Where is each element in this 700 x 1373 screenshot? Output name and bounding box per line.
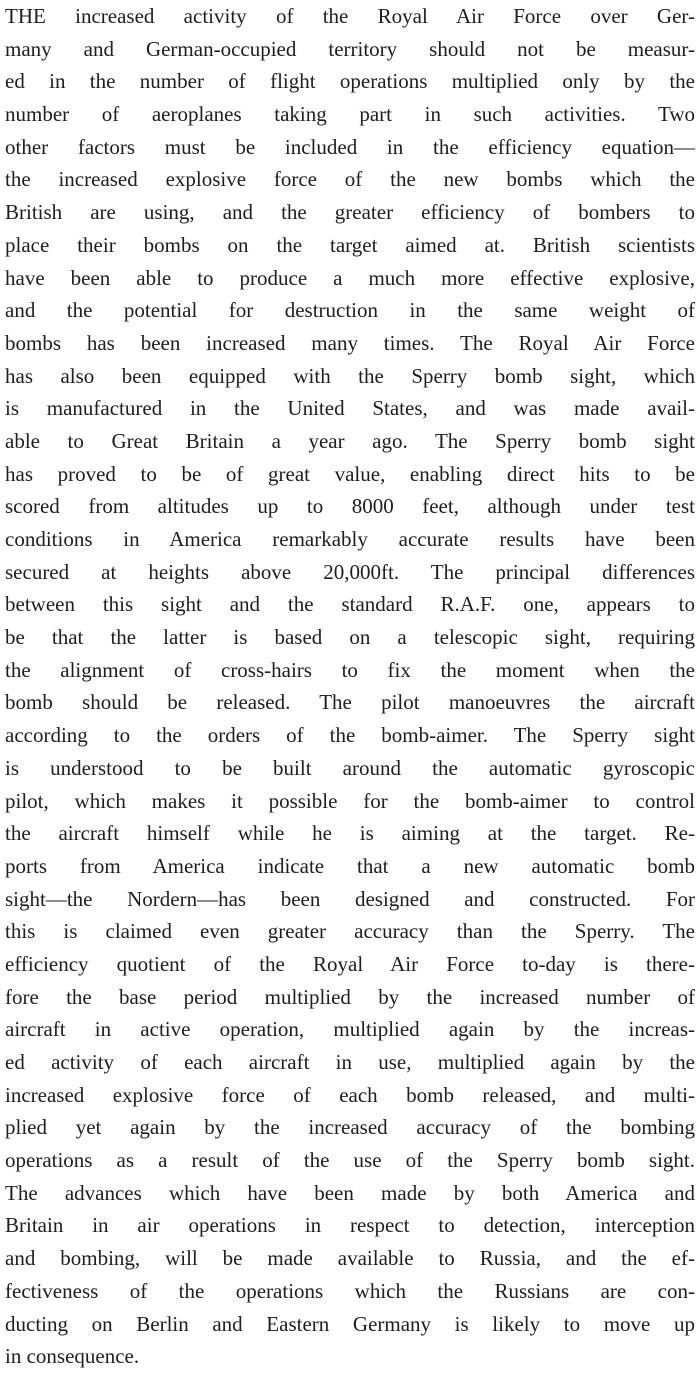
text-line-16: scored from altitudes up to 8000 feet, although under test [5, 494, 695, 519]
text-line-32: aircraft in active operation, multiplied again by the increas- [5, 1017, 695, 1042]
text-line-4: number of aeroplanes taking part in such activities. Two [5, 102, 695, 127]
text-line-8: place their bombs on the target aimed at. British scientists [5, 232, 695, 257]
text-line-37: The advances which have been made by both America and [5, 1180, 695, 1205]
text-line-40: fectiveness of the operations which the Russians are con- [5, 1278, 695, 1303]
text-line-15: has proved to be of great value, enabling direct hits to be [5, 461, 695, 486]
text-line-21: the alignment of cross-hairs to fix the moment when the [5, 657, 695, 682]
text-line-26: the aircraft himself while he is aiming at the target. Re- [5, 821, 695, 846]
text-line-10: and the potential for destruction in the same weight of [5, 298, 695, 323]
text-line-3: ed in the number of flight operations multiplied only by the [5, 69, 695, 94]
text-line-11: bombs has been increased many times. The Royal Air Force [5, 330, 695, 355]
text-line-24: is understood to be built around the automatic gyroscopic [5, 755, 695, 780]
text-line-7: British are using, and the greater efficiency of bombers to [5, 200, 695, 225]
text-line-39: and bombing, will be made available to Russia, and the ef- [5, 1246, 695, 1271]
text-line-12: has also been equipped with the Sperry bomb sight, which [5, 363, 695, 388]
text-line-42: in consequence. [5, 1344, 140, 1369]
text-line-19: between this sight and the standard R.A.F. one, appears to [5, 592, 695, 617]
text-line-28: sight—the Nordern—has been designed and constructed. For [5, 886, 695, 911]
text-line-36: operations as a result of the use of the Sperry bomb sight. [5, 1148, 695, 1173]
text-line-17: conditions in America remarkably accurate results have been [5, 527, 695, 551]
text-line-29: this is claimed even greater accuracy than the Sperry. The [5, 919, 695, 944]
text-line-41: ducting on Berlin and Eastern Germany is likely to move up [5, 1311, 695, 1336]
text-line-20: be that the latter is based on a telescopic sight, requiring [5, 625, 695, 650]
text-line-31: fore the base period multiplied by the increased number of [5, 984, 695, 1009]
text-line-18: secured at heights above 20,000ft. The principal differences [5, 559, 695, 584]
text-line-27: ports from America indicate that a new automatic bomb [5, 853, 695, 878]
text-line-23: according to the orders of the bomb-aimer. The Sperry sight [5, 723, 695, 748]
text-line-25: pilot, which makes it possible for the bomb-aimer to control [5, 788, 695, 813]
text-line-9: have been able to produce a much more effective explosive, [5, 265, 695, 290]
text-line-13: is manufactured in the United States, and was made avail- [5, 396, 695, 421]
text-line-2: many and German-occupied territory should not be measur- [5, 36, 695, 61]
text-line-34: increased explosive force of each bomb released, and multi- [5, 1082, 695, 1107]
text-line-1: THE increased activity of the Royal Air Force over Ger- [5, 4, 695, 28]
text-line-30: efficiency quotient of the Royal Air Force to-day is there- [5, 951, 695, 976]
text-line-35: plied yet again by the increased accuracy of the bombing [5, 1115, 695, 1140]
text-line-38: Britain in air operations in respect to detection, interception [5, 1213, 695, 1238]
text-line-33: ed activity of each aircraft in use, multiplied again by the [5, 1050, 695, 1074]
text-line-14: able to Great Britain a year ago. The Sperry bomb sight [5, 428, 695, 453]
text-line-22: bomb should be released. The pilot manoeuvres the aircraft [5, 690, 695, 715]
text-line-6: the increased explosive force of the new bombs which the [5, 167, 695, 192]
article-text [5, 0, 695, 1373]
text-line-5: other factors must be included in the efficiency equation— [5, 134, 695, 159]
